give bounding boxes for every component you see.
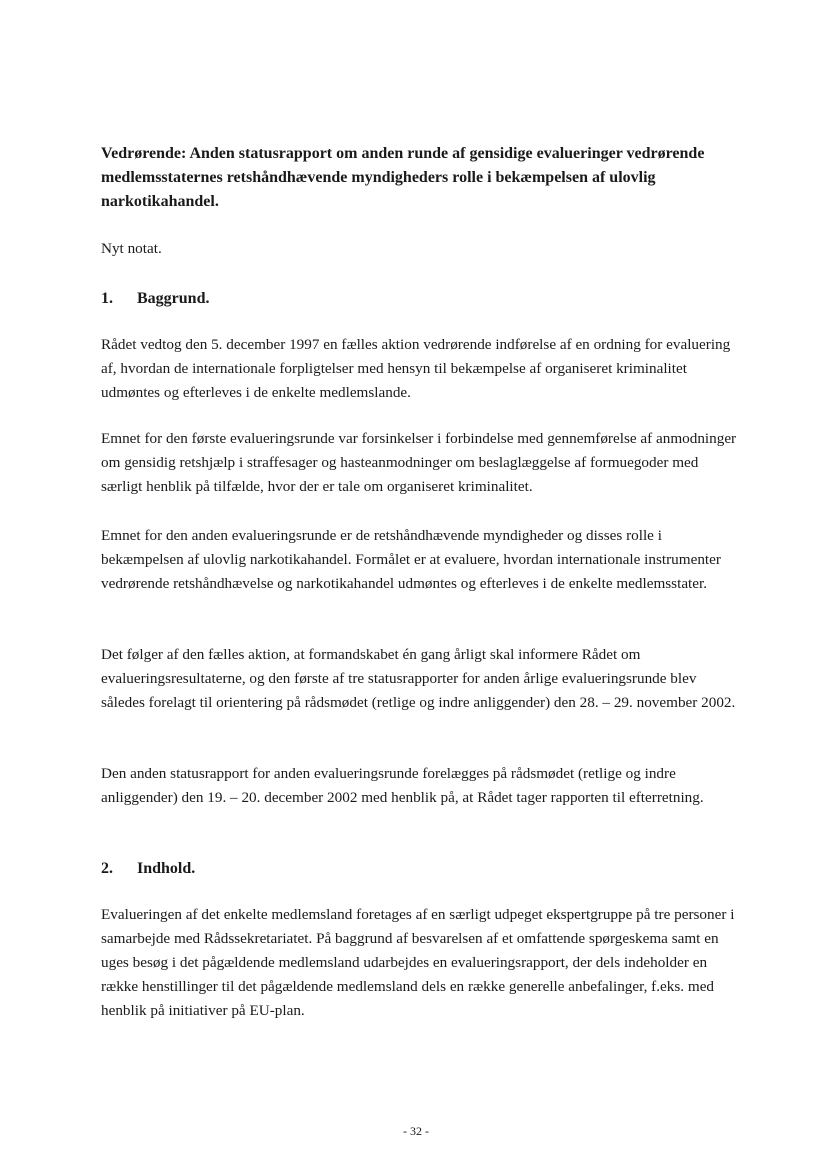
- paragraph: Den anden statusrapport for anden evalueringsrunde forelægges på rådsmødet (retlige og indre anliggender) den 19. – 20. december 2002 med henblik på, at Rådet tager rapporten til efterretning.: [101, 765, 704, 806]
- paragraph: Rådet vedtog den 5. december 1997 en fælles aktion vedrørende indførelse af en ordning for evaluering af, hvordan de internationale forpligtelser med hensyn til bekæmpelse af organiseret kriminalitet udmøntes og efterleves i de enkelte medlemslande.: [101, 336, 731, 401]
- document-subject: Vedrørende: Anden statusrapport om anden runde af gensidige evalueringer vedrørende medlemsstaternes retshåndhævende myndigheders rolle i bekæmpelsen af ulovlig narkotikahandel.: [101, 145, 705, 210]
- section-number: 2.: [101, 860, 113, 877]
- note-text: Nyt notat.: [101, 240, 162, 257]
- page-number: - 32 -: [403, 1124, 429, 1138]
- paragraph: Evalueringen af det enkelte medlemsland foretages af en særligt udpeget ekspertgruppe på tre personer i samarbejde med Rådssekretariatet. På baggrund af besvarelsen af et omfattende spørgeskema samt en uges besøg i det pågældende medlemsland udarbejdes en evalueringsrapport, der dels indeholder en række henstillinger til det pågældende medlemsland dels en række generelle anbefalinger, f.eks. med henblik på initiativer på EU-plan.: [101, 906, 735, 1019]
- section-heading-2: [101, 857, 195, 881]
- paragraph: Emnet for den anden evalueringsrunde er de retshåndhævende myndigheder og disses rolle i bekæmpelsen af ulovlig narkotikahandel. Formålet er at evaluere, hvordan internationale instrumenter vedrørende retshåndhævelse og narkotikahandel udmøntes og efterleves i de enkelte medlemsstater.: [101, 527, 721, 592]
- section-number: 1.: [101, 290, 113, 307]
- section-title: Indhold.: [137, 860, 196, 877]
- paragraph: Det følger af den fælles aktion, at formandskabet én gang årligt skal informere Rådet om evalueringsresultaterne, og den første af tre statusrapporter for anden årlige evalueringsrunde blev således forelagt til orientering på rådsmødet (retlige og indre anliggender) den 28. – 29. november 2002.: [101, 646, 736, 711]
- section-heading-1: [101, 287, 209, 311]
- section-title: Baggrund.: [137, 290, 210, 307]
- paragraph: Emnet for den første evalueringsrunde var forsinkelser i forbindelse med gennemførelse af anmodninger om gensidig retshjælp i straffesager og hasteanmodninger om beslaglæggelse af formuegoder med særligt henblik på tilfælde, hvor der er tale om organiseret kriminalitet.: [101, 430, 737, 495]
